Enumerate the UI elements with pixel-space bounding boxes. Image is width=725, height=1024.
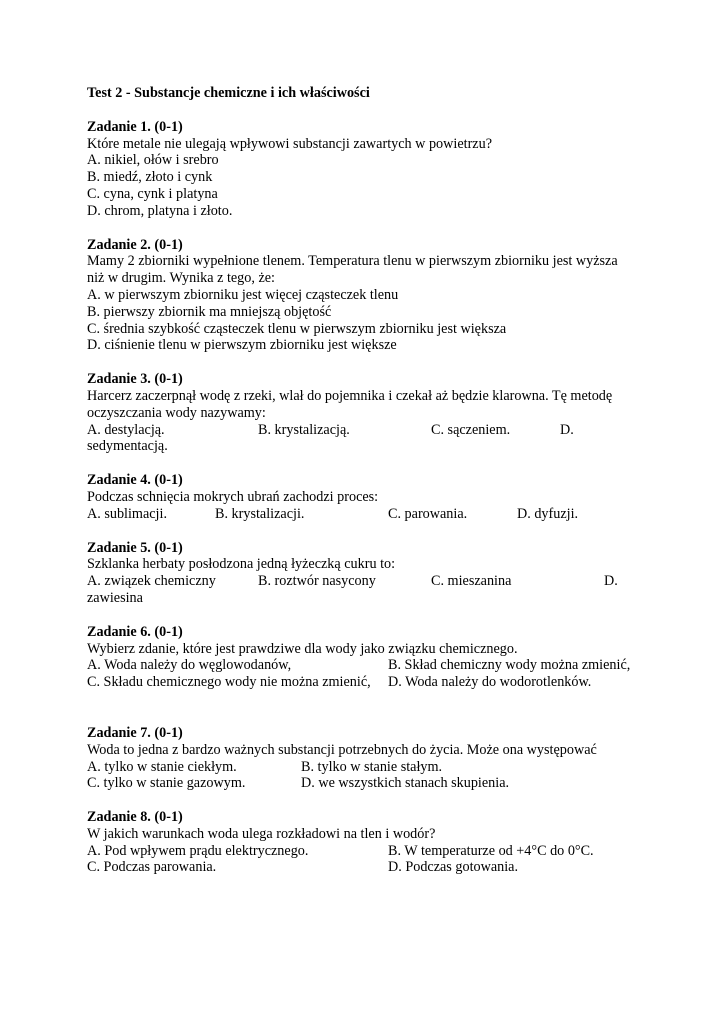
task-4-options-row	[87, 506, 647, 523]
task-1-option-b: B. miedź, złoto i cynk	[87, 169, 213, 186]
task-8	[87, 809, 647, 876]
task-2-header: Zadanie 2. (0-1)	[87, 236, 183, 253]
task-6-header: Zadanie 6. (0-1)	[87, 623, 183, 640]
task-1-question: Które metale nie ulegają wpływowi substancji zawartych w powietrzu?	[87, 135, 492, 152]
task-3-option-c: C. sączeniem.	[431, 421, 511, 438]
task-8-options-row-1	[87, 843, 647, 860]
task-6	[87, 624, 647, 691]
task-3	[87, 371, 647, 455]
task-6-options-row-2	[87, 674, 647, 691]
task-7-question: Woda to jedna z bardzo ważnych substancji potrzebnych do życia. Może ona występować	[87, 741, 597, 758]
task-6-option-c: C. Składu chemicznego wody nie można zmienić,	[87, 674, 371, 691]
task-7-options-row-2	[87, 775, 647, 792]
task-3-option-d: D.	[560, 421, 574, 438]
task-5-header: Zadanie 5. (0-1)	[87, 539, 183, 556]
task-5	[87, 540, 647, 607]
task-8-header: Zadanie 8. (0-1)	[87, 809, 183, 826]
task-5-option-d-text: zawiesina	[87, 589, 143, 606]
task-6-option-d: D. Woda należy do wodorotlenków.	[388, 674, 592, 691]
task-1-option-a: A. nikiel, ołów i srebro	[87, 152, 219, 169]
task-3-question-line-1: Harcerz zaczerpnął wodę z rzeki, wlał do pojemnika i czekał aż będzie klarowna. Tę metodę	[87, 387, 613, 404]
task-7-option-c: C. tylko w stanie gazowym.	[87, 775, 246, 792]
task-4	[87, 472, 647, 522]
task-2-option-c: C. średnia szybkość cząsteczek tlenu w pierwszym zbiorniku jest większa	[87, 320, 507, 337]
task-4-header: Zadanie 4. (0-1)	[87, 472, 183, 489]
task-1-header: Zadanie 1. (0-1)	[87, 118, 183, 135]
task-2-option-d: D. ciśnienie tlenu w pierwszym zbiorniku jest większe	[87, 337, 397, 354]
task-6-option-a: A. Woda należy do węglowodanów,	[87, 657, 292, 674]
task-7	[87, 725, 647, 792]
task-8-option-b: B. W temperaturze od +4°C do 0°C.	[388, 842, 594, 859]
task-6-options-row-1	[87, 657, 647, 674]
task-1-option-c: C. cyna, cynk i platyna	[87, 185, 218, 202]
task-3-options-row	[87, 422, 647, 439]
task-4-option-a: A. sublimacji.	[87, 505, 167, 522]
task-5-option-d: D.	[604, 573, 618, 590]
task-8-question: W jakich warunkach woda ulega rozkładowi na tlen i wodór?	[87, 825, 436, 842]
task-8-option-c: C. Podczas parowania.	[87, 859, 217, 876]
task-2-option-b: B. pierwszy zbiornik ma mniejszą objętość	[87, 303, 332, 320]
task-3-option-a: A. destylacją.	[87, 421, 165, 438]
task-3-option-d-text: sedymentacją.	[87, 438, 168, 455]
task-7-option-b: B. tylko w stanie stałym.	[301, 758, 443, 775]
task-2-question-line-2: niż w drugim. Wynika z tego, że:	[87, 270, 275, 287]
task-4-option-b: B. krystalizacji.	[215, 505, 305, 522]
task-5-option-a: A. związek chemiczny	[87, 573, 216, 590]
task-3-question-line-2: oczyszczania wody nazywamy:	[87, 404, 266, 421]
task-5-question: Szklanka herbaty posłodzona jedną łyżeczką cukru to:	[87, 556, 396, 573]
task-2-option-a: A. w pierwszym zbiorniku jest więcej cząsteczek tlenu	[87, 286, 399, 303]
task-8-option-a: A. Pod wpływem prądu elektrycznego.	[87, 842, 309, 859]
task-7-option-a: A. tylko w stanie ciekłym.	[87, 758, 237, 775]
task-4-question: Podczas schnięcia mokrych ubrań zachodzi proces:	[87, 488, 379, 505]
task-6-question: Wybierz zdanie, które jest prawdziwe dla wody jako związku chemicznego.	[87, 640, 518, 657]
task-7-option-d: D. we wszystkich stanach skupienia.	[301, 775, 510, 792]
task-2-question-line-1: Mamy 2 zbiorniki wypełnione tlenem. Temperatura tlenu w pierwszym zbiorniku jest wyższa	[87, 253, 618, 270]
task-4-option-d: D. dyfuzji.	[517, 505, 579, 522]
task-5-option-b: B. roztwór nasycony	[258, 573, 376, 590]
task-7-header: Zadanie 7. (0-1)	[87, 724, 183, 741]
task-1	[87, 119, 647, 220]
task-6-option-b: B. Skład chemiczny wody można zmienić,	[388, 657, 631, 674]
task-1-option-d: D. chrom, platyna i złoto.	[87, 202, 233, 219]
task-5-option-c: C. mieszanina	[431, 573, 512, 590]
task-7-options-row-1	[87, 759, 647, 776]
task-2	[87, 237, 647, 355]
task-5-options-row	[87, 573, 647, 590]
task-3-header: Zadanie 3. (0-1)	[87, 371, 183, 388]
task-4-option-c: C. parowania.	[388, 505, 468, 522]
document-page	[87, 85, 647, 876]
task-3-option-b: B. krystalizacją.	[258, 421, 350, 438]
task-8-options-row-2	[87, 859, 647, 876]
task-8-option-d: D. Podczas gotowania.	[388, 859, 519, 876]
document-title: Test 2 - Substancje chemiczne i ich właściwości	[87, 85, 370, 101]
